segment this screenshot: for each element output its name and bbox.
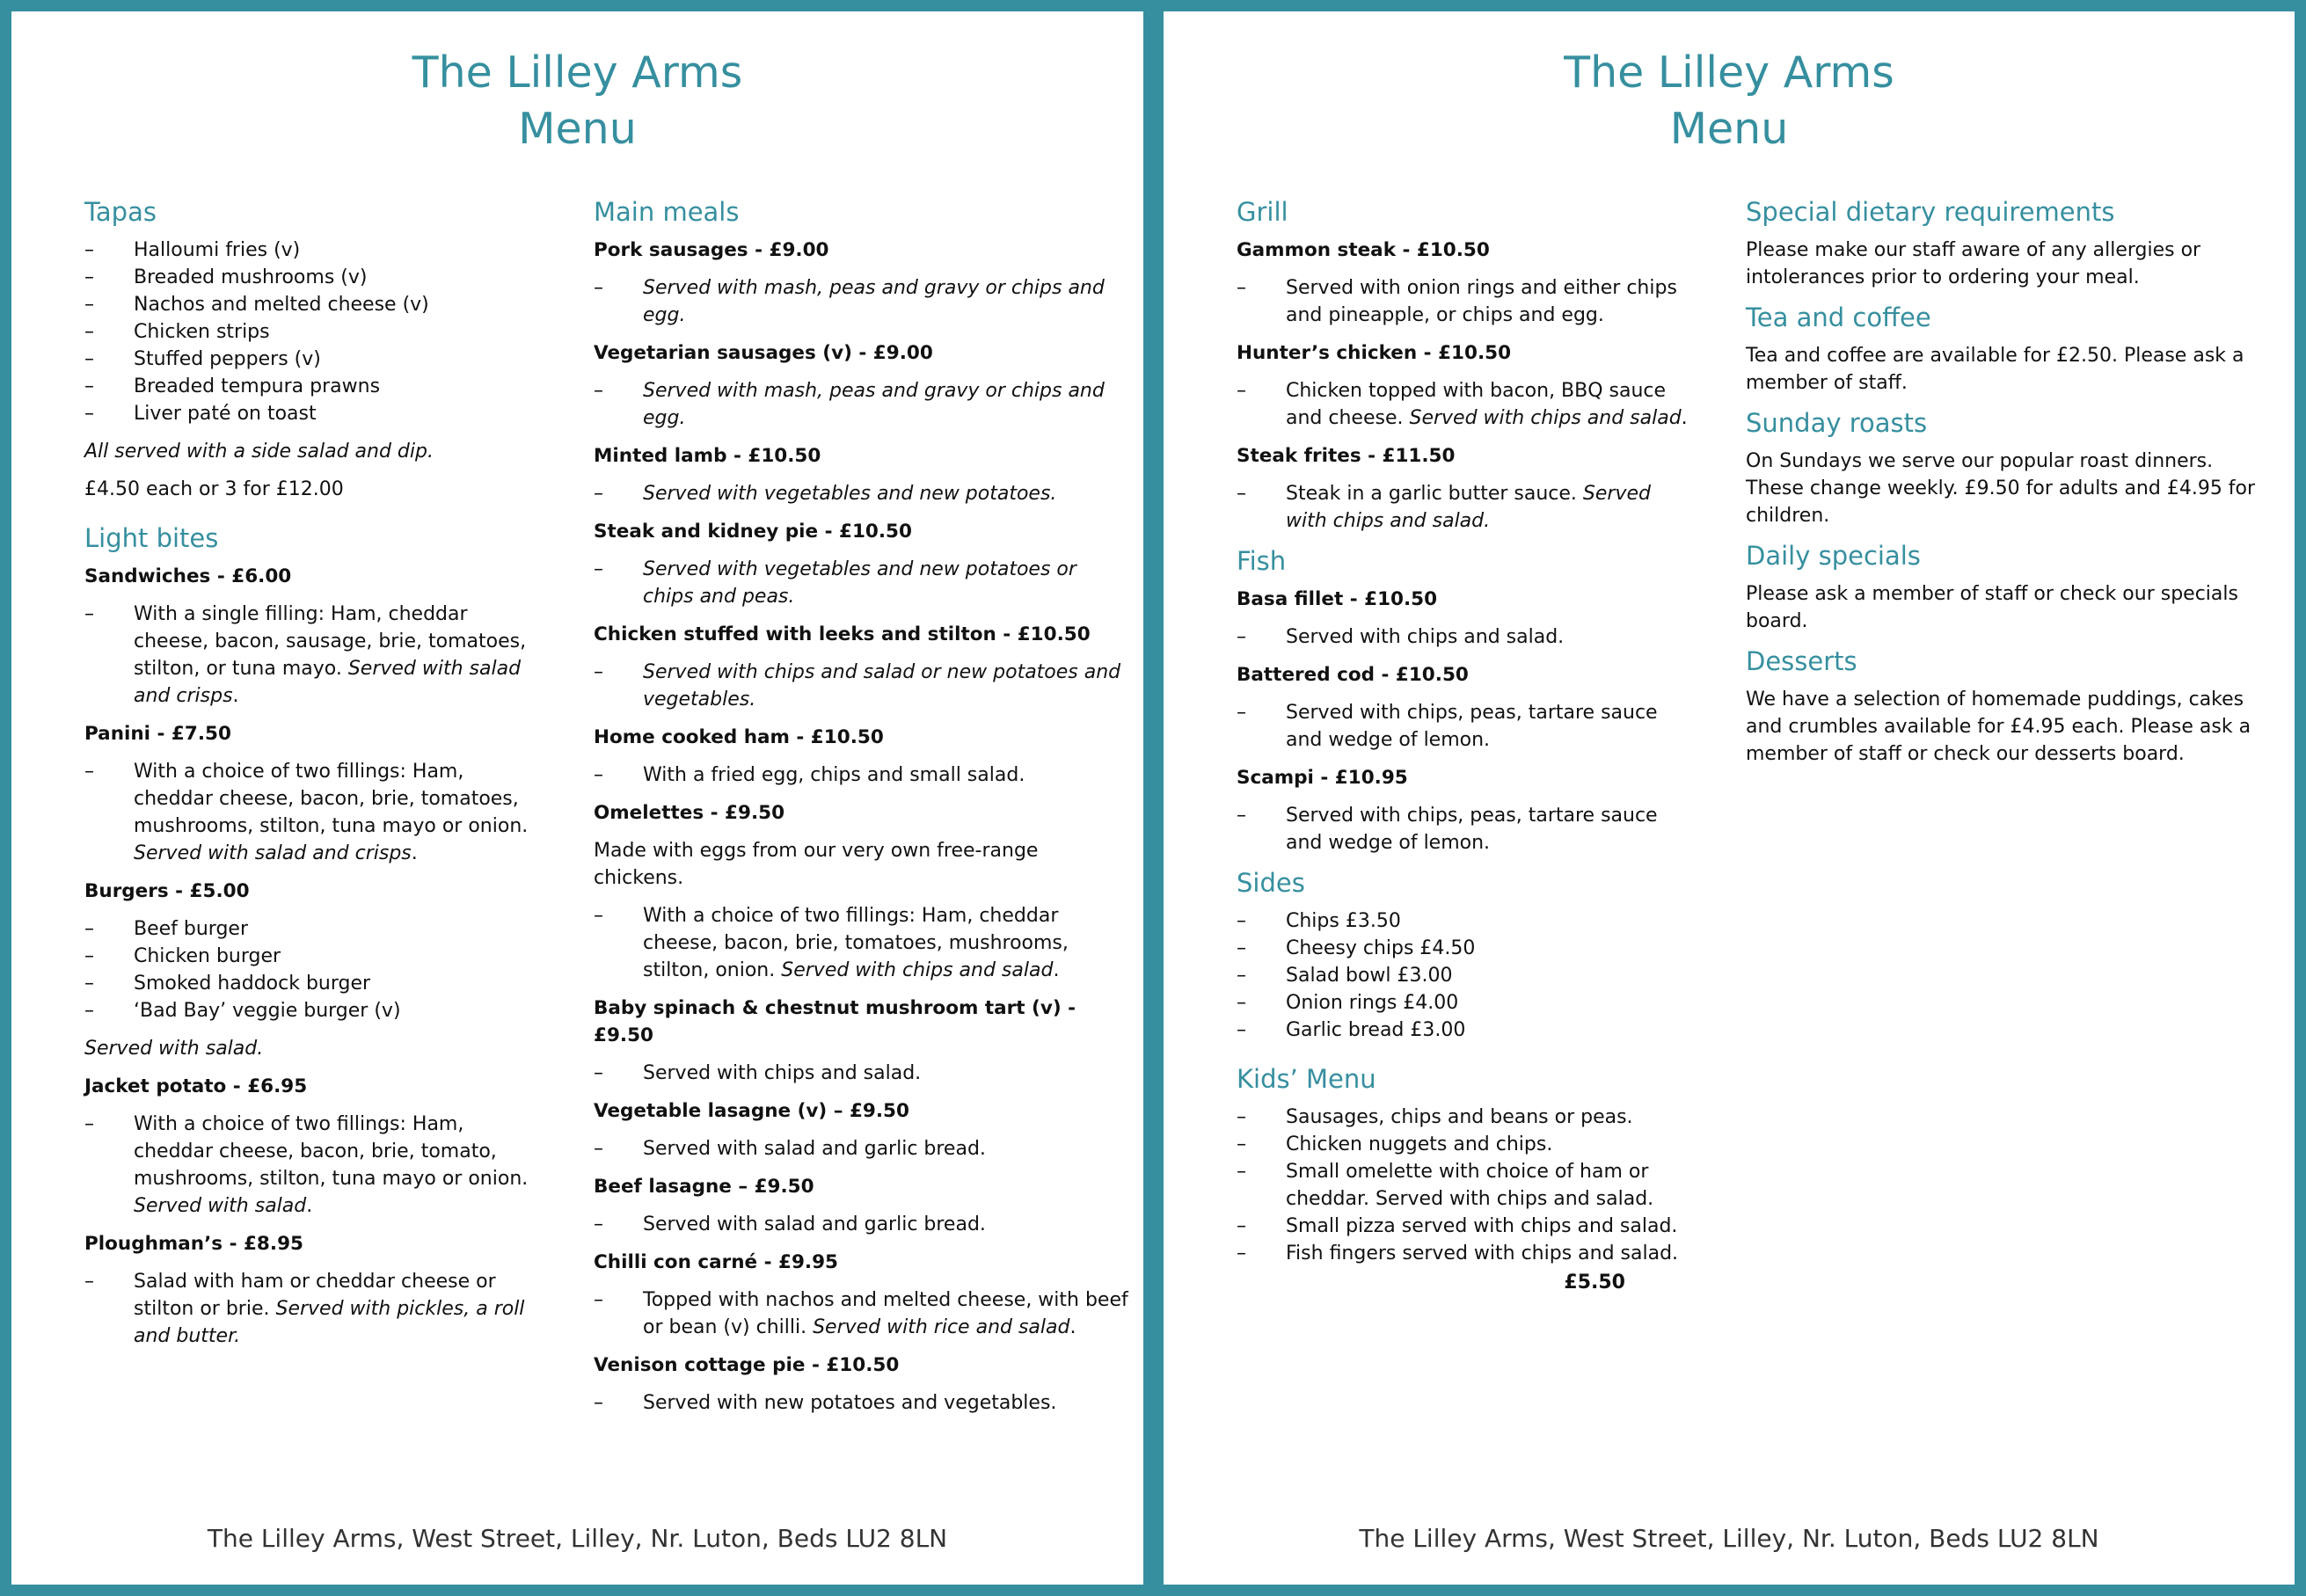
section-heading-kids-menu: Kids’ Menu [1237,1064,1376,1094]
menu-item-battered-cod [1237,661,1694,754]
item-title: Jacket potato - £6.95 [84,1075,308,1097]
list-item: – Chicken strips [84,318,542,346]
item-title: Burgers - £5.00 [84,880,250,902]
item-title: Omelettes - £9.50 [594,802,785,824]
dash-bullet-icon: – [84,239,94,261]
list-item: – Nachos and melted cheese (v) [84,291,542,318]
dash-bullet-icon: – [594,483,603,505]
item-description: With a fried egg, chips and small salad. [643,764,1025,786]
item-title: Ploughman’s - £8.95 [84,1233,303,1255]
dash-bullet-icon: – [84,918,94,940]
dash-bullet-icon: – [594,558,603,580]
dash-bullet-icon: – [84,294,94,316]
dash-bullet-icon: – [594,277,603,299]
burgers-note: Served with salad. [84,1038,264,1060]
section-heading-tapas: Tapas [84,197,157,227]
menu-item-steak-frites [1237,442,1694,535]
list-item: – Salad bowl £3.00 [1237,962,1694,989]
section-heading-main-meals: Main meals [594,197,740,227]
dash-bullet-icon: – [594,380,603,402]
item-title: Gammon steak - £10.50 [1237,239,1490,261]
item-description: With a choice of two fillings: Ham, cheddar cheese, bacon, brie, tomato, mushrooms, stilton, tuna mayo or onion. Served with salad. [134,1113,529,1217]
dash-bullet-icon: – [1237,380,1246,402]
item-title: Scampi - £10.95 [1237,767,1408,789]
dash-bullet-icon: – [1237,483,1246,505]
list-item: – Chicken burger [84,943,542,970]
menu-item-omelettes [594,799,1132,984]
section-heading-fish: Fish [1237,546,1287,576]
menu-item-venison-cottage-pie [594,1352,1132,1417]
title-venue: The Lilley Arms [1564,47,1894,98]
dash-bullet-icon: – [84,348,94,370]
list-item: – Halloumi fries (v) [84,237,542,264]
list-item: – Sausages, chips and beans or peas. [1237,1104,1694,1131]
item-description: Served with salad and garlic bread. [643,1138,986,1160]
daily-specials-text: Please ask a member of staff or check our specials board. [1746,583,2238,632]
list-item: – Liver paté on toast [84,400,542,427]
column-grill-fish-sides-kids [1237,196,1694,1296]
dash-bullet-icon: – [594,1213,603,1235]
item-title: Hunter’s chicken - £10.50 [1237,342,1512,364]
item-title: Home cooked ham - £10.50 [594,726,884,748]
menu-item-beef-lasagne [594,1173,1132,1238]
dash-bullet-icon: – [84,945,94,967]
list-item: – Garlic bread £3.00 [1237,1017,1694,1044]
list-item: – Small omelette with choice of ham or cheddar. Served with chips and salad. [1237,1158,1694,1213]
title-menu: Menu [1669,104,1789,154]
dash-bullet-icon: – [594,905,603,927]
item-description: Served with chips and salad. [643,1062,922,1084]
item-description: Served with new potatoes and vegetables. [643,1392,1057,1414]
menu-item-chicken-stuffed [594,621,1132,713]
dash-bullet-icon: – [84,1113,94,1135]
menu-item-panini [84,720,542,867]
item-title: Steak frites - £11.50 [1237,445,1456,467]
item-title: Steak and kidney pie - £10.50 [594,521,912,543]
page-title [11,45,1143,157]
menu-item-basa-fillet [1237,586,1694,651]
item-description: Served with chips and salad. [1286,626,1565,648]
dash-bullet-icon: – [84,1000,94,1022]
list-item: – Cheesy chips £4.50 [1237,935,1694,962]
section-heading-grill: Grill [1237,197,1288,227]
item-title: Venison cottage pie - £10.50 [594,1354,900,1376]
menu-item-spinach-tart [594,995,1132,1087]
column-tapas-lightbites [84,196,542,1360]
item-title: Basa fillet - £10.50 [1237,588,1438,610]
title-venue: The Lilley Arms [412,47,743,98]
dash-bullet-icon: – [1237,910,1246,932]
item-title: Vegetable lasagne (v) – £9.50 [594,1100,909,1122]
item-description: Served with chips, peas, tartare sauce and wedge of lemon. [1286,702,1658,751]
list-item: – Small pizza served with chips and salad. [1237,1213,1694,1240]
dash-bullet-icon: – [1237,1019,1246,1041]
dietary-text: Please make our staff aware of any allergies or intolerances prior to ordering your meal. [1746,239,2201,288]
page-footer-address: The Lilley Arms, West Street, Lilley, Nr. Luton, Beds LU2 8LN [207,1524,948,1553]
dash-bullet-icon: – [84,403,94,425]
dash-bullet-icon: – [1237,992,1246,1014]
menu-item-steak-kidney-pie [594,518,1132,610]
menu-item-minted-lamb [594,442,1132,507]
item-title: Panini - £7.50 [84,723,231,745]
dash-bullet-icon: – [594,661,603,683]
list-item: – Chicken nuggets and chips. [1237,1131,1694,1158]
dash-bullet-icon: – [1237,1161,1246,1183]
kids-menu-price: £5.50 [1564,1272,1625,1294]
menu-item-chilli-con-carne [594,1249,1132,1341]
burger-list [84,915,542,1024]
dash-bullet-icon: – [1237,1215,1246,1237]
item-description: With a choice of two fillings: Ham, cheddar cheese, bacon, brie, tomatoes, mushrooms, stilton, tuna mayo or onion. Served with salad and crisps. [134,761,529,864]
dash-bullet-icon: – [84,266,94,288]
dash-bullet-icon: – [1237,702,1246,724]
item-description: Steak in a garlic butter sauce. Served with chips and salad. [1286,483,1651,532]
menu-page-left [11,11,1143,1585]
dash-bullet-icon: – [1237,1133,1246,1155]
item-title: Battered cod - £10.50 [1237,664,1469,686]
sunday-roasts-text: On Sundays we serve our popular roast dinners. These change weekly. £9.50 for adults and £4.95 for children. [1746,450,2256,527]
item-title: Sandwiches - £6.00 [84,565,292,587]
list-item: – Beef burger [84,915,542,943]
dash-bullet-icon: – [1237,1243,1246,1264]
list-item: – ‘Bad Bay’ veggie burger (v) [84,997,542,1024]
dash-bullet-icon: – [84,761,94,783]
item-description: With a choice of two fillings: Ham, cheddar cheese, bacon, brie, tomatoes, mushrooms, stilton, onion. Served with chips and salad. [643,905,1069,981]
section-heading-tea-coffee: Tea and coffee [1746,302,1931,332]
dash-bullet-icon: – [84,321,94,343]
tapas-price: £4.50 each or 3 for £12.00 [84,478,344,500]
dash-bullet-icon: – [84,375,94,397]
item-title: Chilli con carné - £9.95 [594,1251,838,1273]
section-heading-sides: Sides [1237,868,1305,898]
dash-bullet-icon: – [84,603,94,625]
list-item: – Onion rings £4.00 [1237,989,1694,1017]
dash-bullet-icon: – [1237,805,1246,827]
item-description: Chicken topped with bacon, BBQ sauce and cheese. Served with chips and salad. [1286,380,1688,429]
menu-item-home-cooked-ham [594,724,1132,789]
item-description: Served with chips and salad or new potatoes and vegetables. [643,661,1121,711]
dash-bullet-icon: – [1237,626,1246,648]
menu-item-vegetable-lasagne [594,1097,1132,1162]
kids-list [1237,1104,1694,1267]
item-description: Served with mash, peas and gravy or chips and egg. [643,277,1105,326]
item-description: Served with vegetables and new potatoes or chips and peas. [643,558,1076,608]
item-title: Beef lasagne – £9.50 [594,1176,814,1198]
column-info [1746,196,2273,778]
menu-item-burgers [84,878,542,1062]
list-item: – Fish fingers served with chips and salad. [1237,1240,1694,1267]
list-item: – Stuffed peppers (v) [84,346,542,373]
menu-page-right [1164,11,2295,1585]
menu-item-gammon-steak [1237,237,1694,329]
dash-bullet-icon: – [1237,277,1246,299]
item-description: Served with salad and garlic bread. [643,1213,986,1235]
dash-bullet-icon: – [1237,965,1246,987]
item-description: Served with vegetables and new potatoes. [643,483,1057,505]
item-title: Baby spinach & chestnut mushroom tart (v) - £9.50 [594,997,1076,1046]
dash-bullet-icon: – [84,1271,94,1293]
item-title: Vegetarian sausages (v) - £9.00 [594,342,933,364]
column-main-meals [594,196,1132,1427]
item-description: Served with onion rings and either chips and pineapple, or chips and egg. [1286,277,1677,326]
tapas-note: All served with a side salad and dip. [84,441,434,463]
item-description: Served with chips, peas, tartare sauce and wedge of lemon. [1286,805,1658,854]
section-heading-desserts: Desserts [1746,646,1857,676]
item-title: Minted lamb - £10.50 [594,445,821,467]
menu-item-ploughmans [84,1230,542,1350]
dash-bullet-icon: – [1237,937,1246,959]
list-item: – Breaded mushrooms (v) [84,264,542,291]
omelettes-intro: Made with eggs from our very own free-range chickens. [594,840,1039,889]
section-heading-sunday-roasts: Sunday roasts [1746,408,1928,438]
menu-item-pork-sausages [594,237,1132,329]
list-item: – Breaded tempura prawns [84,373,542,400]
sides-list [1237,907,1694,1044]
menu-item-sandwiches [84,563,542,710]
menu-item-scampi [1237,764,1694,856]
dash-bullet-icon: – [594,1392,603,1414]
dash-bullet-icon: – [594,1062,603,1084]
item-description: Salad with ham or cheddar cheese or stilton or brie. Served with pickles, a roll and butter. [134,1271,525,1347]
title-menu: Menu [518,104,637,154]
section-heading-light-bites: Light bites [84,523,219,553]
tapas-list [84,237,542,427]
page-title [1164,45,2295,157]
tea-coffee-text: Tea and coffee are available for £2.50. Please ask a member of staff. [1746,345,2244,394]
dash-bullet-icon: – [594,764,603,786]
item-description: Topped with nachos and melted cheese, with beef or bean (v) chilli. Served with rice and salad. [643,1289,1128,1338]
item-description: Served with mash, peas and gravy or chips and egg. [643,380,1105,429]
item-title: Pork sausages - £9.00 [594,239,829,261]
section-heading-daily-specials: Daily specials [1746,541,1921,571]
menu-item-vegetarian-sausages [594,339,1132,432]
dash-bullet-icon: – [594,1138,603,1160]
list-item: – Chips £3.50 [1237,907,1694,935]
dash-bullet-icon: – [594,1289,603,1311]
item-title: Chicken stuffed with leeks and stilton - £10.50 [594,623,1091,645]
dash-bullet-icon: – [84,973,94,995]
section-heading-dietary: Special dietary requirements [1746,197,2115,227]
dash-bullet-icon: – [1237,1106,1246,1128]
menu-item-jacket-potato [84,1073,542,1220]
page-footer-address: The Lilley Arms, West Street, Lilley, Nr. Luton, Beds LU2 8LN [1359,1524,2099,1553]
list-item: – Smoked haddock burger [84,970,542,997]
item-description: With a single filling: Ham, cheddar cheese, bacon, sausage, brie, tomatoes, stilton, or tuna mayo. Served with salad and crisps. [134,603,527,707]
menu-item-hunters-chicken [1237,339,1694,432]
desserts-text: We have a selection of homemade puddings, cakes and crumbles available for £4.95 each. Please ask a member of staff or check our desserts board. [1746,689,2251,765]
